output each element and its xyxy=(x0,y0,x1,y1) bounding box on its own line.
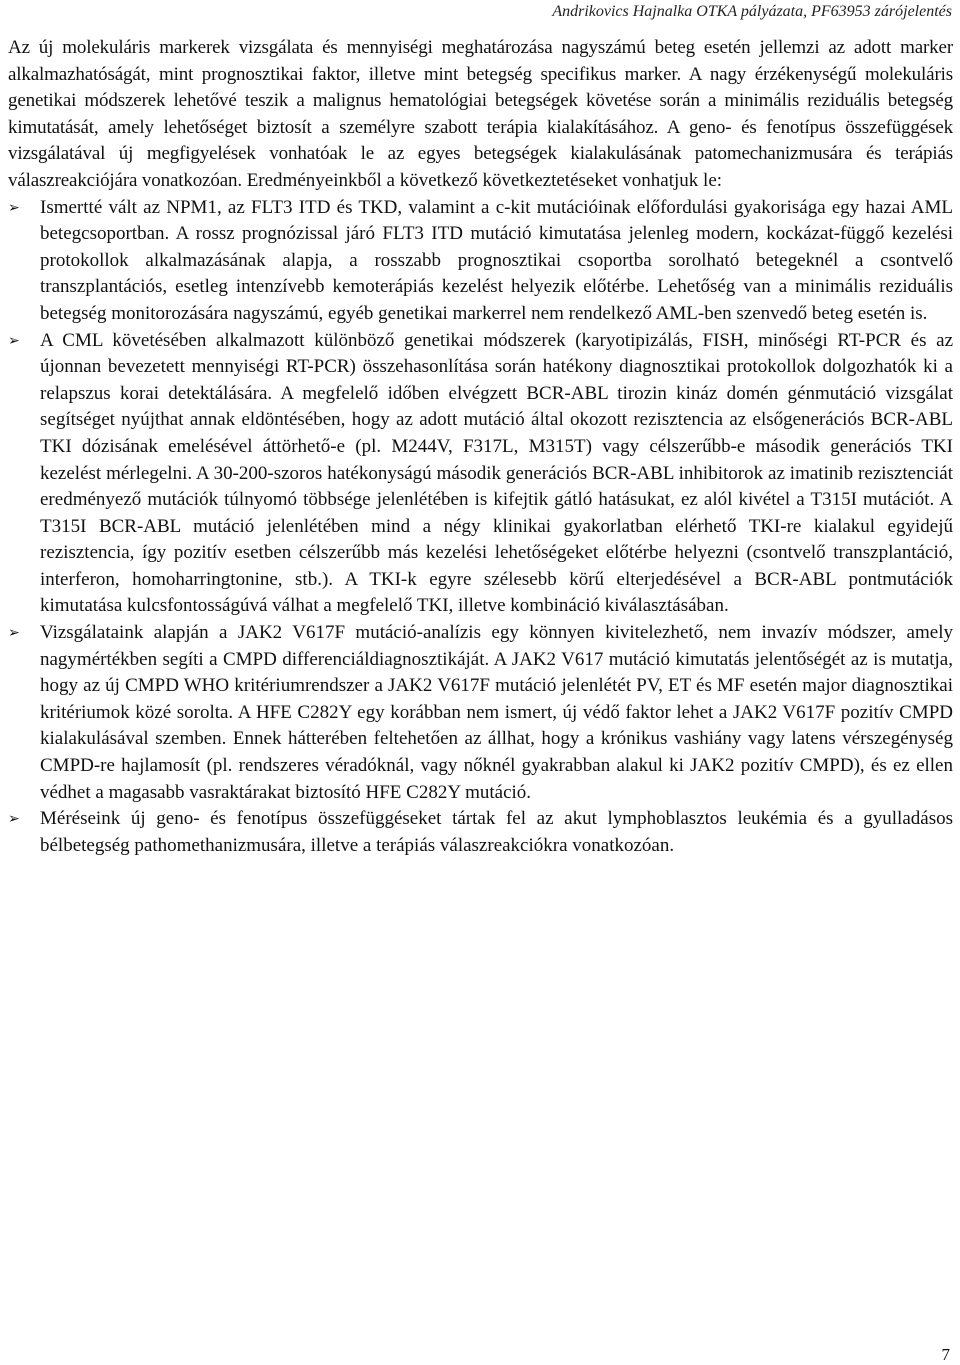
list-item-text: Méréseink új geno- és fenotípus összefüggéseket tártak fel az akut lymphoblasztos leukémia és a gyulladásos bélbetegség pathomethanizmusára, illetve a terápiás válaszreakciókra vonatkozóan. xyxy=(40,808,953,856)
page-header: Andrikovics Hajnalka OTKA pályázata, PF63953 zárójelentés xyxy=(552,3,952,20)
arrowhead-bullet-icon: ➢ xyxy=(8,199,20,216)
list-item xyxy=(8,328,953,621)
list-item-text: Vizsgálataink alapján a JAK2 V617F mutáció-analízis egy könnyen kivitelezhető, nem invazív módszer, amely nagymértékben segíti a CMPD differenciáldiagnosztikáját. A JAK2 V617 mutáció kimutatás jelentőségét az is mutatja, hogy az új CMPD WHO kritériumrendszer a JAK2 V617F mutáció jelenlétét PV, ET és MF esetén major diagnosztikai kritériumok közé sorolta. A HFE C282Y egy korábban nem ismert, új védő faktor lehet a JAK2 V617F pozitív CMPD kialakulásával szemben. Ennek hátterében feltehetően az állhat, hogy a krónikus vashiány vagy latens vérszegénység CMPD-re hajlamosít (pl. rendszeres véradóknál, vagy nőknél gyakrabban alakul ki JAK2 pozitív CMPD), és ez ellen védhet a magasabb vasraktárakat biztosító HFE C282Y mutáció. xyxy=(40,622,953,803)
list-item-text: A CML követésében alkalmazott különböző genetikai módszerek (karyotipizálás, FISH, minőségi RT-PCR és az újonnan bevezetett mennyiségi RT-PCR) összehasonlítása során hatékony diagnosztikai protokollok dolgozhatók ki a relapszus korai detektálására. A megfelelő időben elvégzett BCR-ABL tirozin kináz domén génmutáció vizsgálat segítséget nyújthat annak eldöntésében, hogy az adott mutáció által okozott rezisztencia az elsőgenerációs BCR-ABL TKI dózisának emelésével áttörhető-e (pl. M244V, F317L, M315T) vagy célszerűbb-e második generációs TKI kezelést mérlegelni. A 30-200-szoros hatékonyságú második generációs BCR-ABL inhibitorok az imatinib rezisztenciát eredményező mutációk túlnyomó többsége jelenlétében is kifejtik gátló hatásukat, ez alól kivétel a T315I mutációt. A T315I BCR-ABL mutáció jelenlétében mind a négy klinikai gyakorlatban elérhető TKI-re kialakul egyidejű rezisztencia, így pozitív esetben célszerűbb más kezelési lehetőségeket előtérbe helyezni (csontvelő transzplantáció, interferon, homoharringtonine, stb.). A TKI-k egyre szélesebb körű elterjedésével a BCR-ABL pontmutációk kimutatása kulcsfontosságúvá válhat a megfelelő TKI, illetve kombináció kiválasztásában. xyxy=(40,329,953,617)
conclusions-list xyxy=(8,195,953,860)
document-body xyxy=(8,35,953,859)
list-item-text: Ismertté vált az NPM1, az FLT3 ITD és TKD, valamint a c-kit mutációinak előfordulási gyakorisága egy hazai AML betegcsoportban. A rossz prognózissal járó FLT3 ITD mutáció kimutatása jelenleg modern, kockázat-függő kezelési protokollok alkalmazásának alapja, a rosszabb prognosztikai csoportba sorolható betegeknél a csontvelő transzplantációs, esetleg intenzívebb kemoterápiás kezelést helyezik előtérbe. Lehetőség van a minimális reziduális betegség monitorozására nagyszámú, egyéb genetikai markerrel nem rendelkező AML-ben szenvedő beteg esetén is. xyxy=(40,196,953,324)
list-item xyxy=(8,195,953,328)
arrowhead-bullet-icon: ➢ xyxy=(8,811,20,828)
list-item xyxy=(8,620,953,806)
page-number: 7 xyxy=(941,1345,950,1364)
arrowhead-bullet-icon: ➢ xyxy=(8,625,20,642)
list-item xyxy=(8,806,953,859)
arrowhead-bullet-icon: ➢ xyxy=(8,332,20,349)
intro-conclusion-lead: Eredményeinkből a következő következtetéseket vonhatjuk le: xyxy=(246,169,723,191)
intro-text: Az új molekuláris markerek vizsgálata és mennyiségi meghatározása nagyszámú beteg esetén jellemzi az adott marker alkalmazhatóságát, mint prognosztikai faktor, illetve mint betegség specifikus marker. A nagy érzékenységű molekuláris genetikai módszerek lehetővé teszik a malignus hematológiai betegségek követése során a minimális reziduális betegség kimutatását, amely lehetőséget biztosít a személyre szabott terápia kialakításához. A geno- és fenotípus összefüggések vizsgálatával új megfigyelések vonhatóak le az egyes betegségek kialakulásának patomechanizmusára és terápiás válaszreakciójára vonatkozóan. xyxy=(8,37,953,191)
intro-paragraph xyxy=(8,35,953,195)
